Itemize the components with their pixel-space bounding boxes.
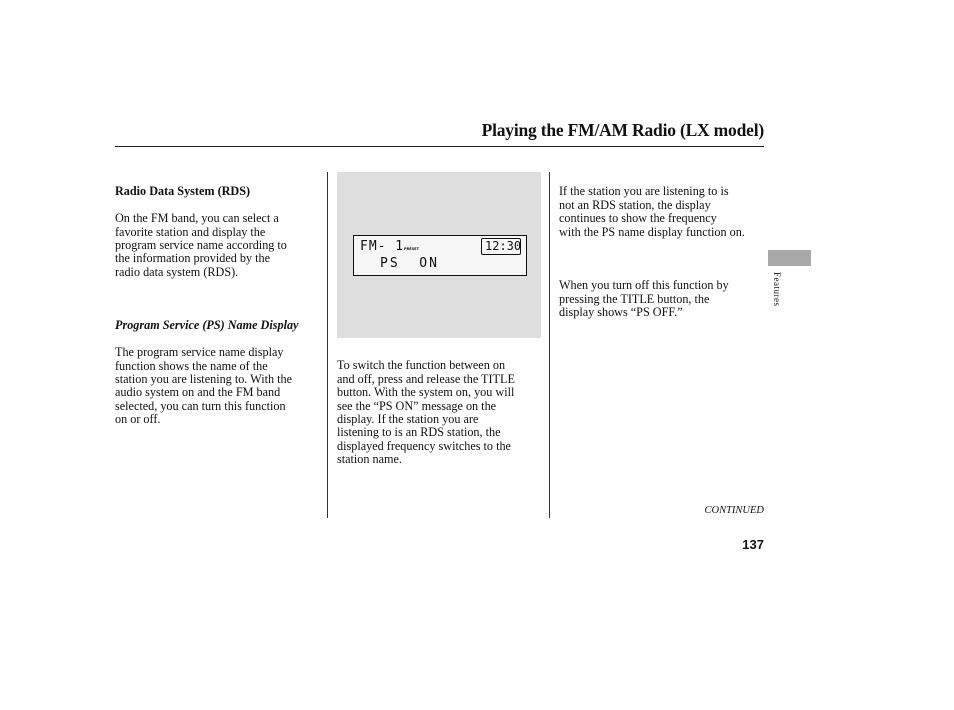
section-tab — [768, 250, 811, 266]
ps-message: PS ON — [380, 256, 439, 271]
column-divider — [549, 172, 550, 518]
page-title: Playing the FM/AM Radio (LX model) — [481, 120, 764, 140]
switch-paragraph: To switch the function between on and off, press and release the TITLE button. With the system on, you will see the “PS ON” message on the display. If the station you are listening to is an RDS station, the displayed frequency switches to the station name. — [337, 358, 515, 467]
clock-readout: 12:30 — [485, 239, 522, 253]
column-2 — [337, 346, 547, 480]
section-tab-label: Features — [772, 272, 782, 307]
radio-display-figure — [337, 172, 541, 338]
subsection-heading: Program Service (PS) Name Display — [115, 318, 299, 333]
ps-off-paragraph: When you turn off this function by pressing the TITLE button, the display shows “PS OFF.” — [559, 278, 729, 320]
non-rds-paragraph: If the station you are listening to is not an RDS station, the display continues to show the frequency with the PS name display function on. — [559, 184, 745, 239]
ps-paragraph: The program service name display function shows the name of the station you are listening to. With the audio system on and the FM band selected, you can turn this function on or off. — [115, 345, 292, 427]
band-readout: FM- 1 — [360, 239, 405, 254]
column-divider — [327, 172, 328, 518]
column-3 — [559, 172, 769, 333]
page-number: 137 — [742, 537, 764, 552]
preset-label: PRESET — [404, 247, 419, 251]
rds-paragraph: On the FM band, you can select a favorite station and display the program service name according to the information provided by the radio data system (RDS). — [115, 211, 287, 279]
continued-label: CONTINUED — [704, 505, 764, 516]
column-1 — [115, 172, 320, 440]
clock-box — [481, 238, 521, 255]
lcd-display — [353, 235, 527, 276]
title-rule — [115, 146, 764, 147]
section-heading: Radio Data System (RDS) — [115, 184, 251, 199]
